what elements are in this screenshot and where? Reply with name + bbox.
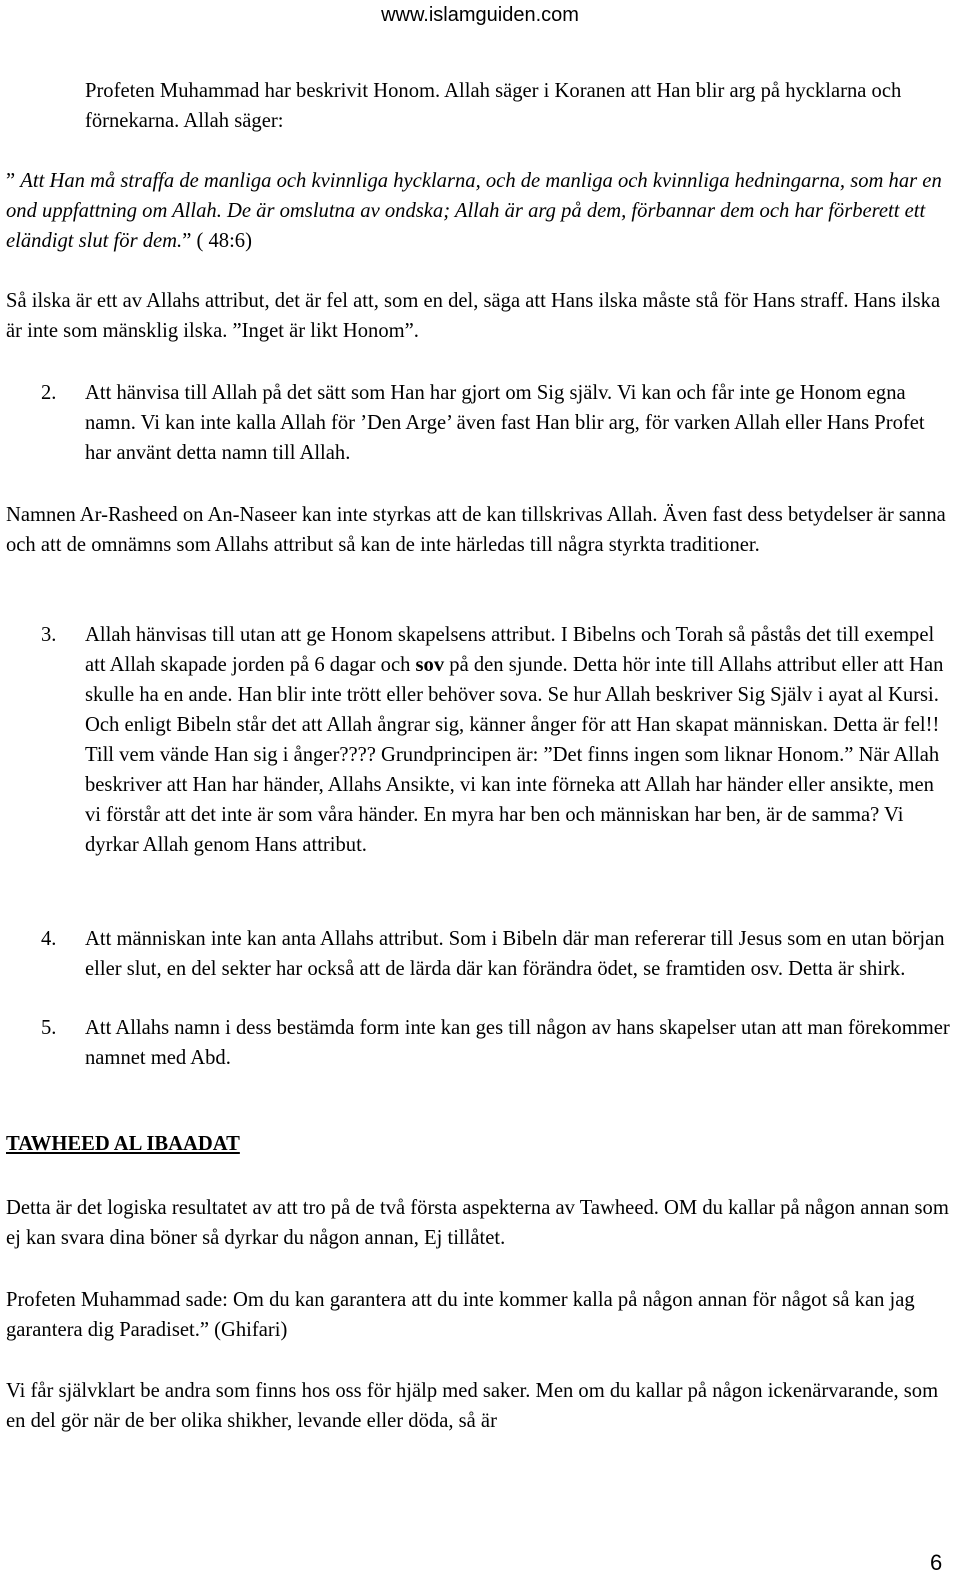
paragraph-ilska: Så ilska är ett av Allahs attribut, det är fel att, som en del, säga att Hans ilska måste stå för Hans straff. Hans ilska är inte som mänsklig ilska. ”Inget är likt Honom”. xyxy=(6,290,941,342)
paragraph-logiska: Detta är det logiska resultatet av att tro på de två första aspekterna av Tawheed. OM du kallar på någon annan som ej kan svara dina böner så dyrkar du någon annan, Ej tillåtet. xyxy=(6,1197,949,1249)
site-header: www.islamguiden.com xyxy=(381,4,579,26)
list-item-text: Att Allahs namn i dess bestämda form inte kan ges till någon av hans skapelser utan att man förekommer namnet med Abd. xyxy=(85,1017,950,1069)
list-number: 5. xyxy=(41,1017,57,1039)
list-item-text xyxy=(85,620,951,860)
list-item-text: Att människan inte kan anta Allahs attribut. Som i Bibeln där man refererar till Jesus som en utan början eller slut, en del sekter har också att de lärda där kan förändra ödet, se framtiden osv. Detta är shirk. xyxy=(85,928,945,980)
paragraph-profeten: Profeten Muhammad sade: Om du kan garantera att du inte kommer kalla på någon annan för något så kan jag garantera dig Paradiset.” (Ghifari) xyxy=(6,1289,915,1341)
text-segment: på den sjunde. Detta hör inte till Allahs attribut eller att Han skulle ha en ande. Han blir inte trött eller behöver sova. Se hur Allah beskriver Sig Själv i ayat al Kursi. Och enligt Bibeln står det att Allah ångrar sig, känner ånger för att Han skapat människan. Detta är fel!! Till vem vände Han sig i ånger???? Grundprincipen är: ”Det finns ingen som liknar Honom.” När Allah beskriver att Han har händer, Allahs Ansikte, vi kan inte förneka att Allah har händer eller ansikte, men vi förstår att det inte är som våra händer. En myra har ben och människan har ben, är de samma? Vi dyrkar Allah genom Hans attribut. xyxy=(85,654,944,856)
bold-word: sov xyxy=(415,654,445,676)
list-number: 4. xyxy=(41,928,57,950)
list-item-text: Att hänvisa till Allah på det sätt som Han har gjort om Sig själv. Vi kan och får inte ge Honom egna namn. Vi kan inte kalla Allah för ’Den Arge’ även fast Han blir arg, för varken Allah eller Hans Profet har använt detta namn till Allah. xyxy=(85,382,925,464)
quote-text: Att Han må straffa de manliga och kvinnliga hycklarna, och de manliga och kvinnliga hedningarna, som har en ond uppfattning om Allah. De är omslutna av ondska; Allah är arg på dem, förbannar dem och har förberett ett eländigt slut för dem. xyxy=(6,170,942,252)
section-heading: TAWHEED AL IBAADAT xyxy=(6,1133,240,1155)
intro-paragraph: Profeten Muhammad har beskrivit Honom. Allah säger i Koranen att Han blir arg på hycklarna och förnekarna. Allah säger: xyxy=(85,80,902,132)
quote-reference: ” ( 48:6) xyxy=(182,230,252,252)
page-number: 6 xyxy=(930,1550,943,1575)
text-segment: Allah hänvisas till utan att ge Honom skapelsens attribut. I Bibelns och Torah så påstås det till exempel att Allah skapade jorden på 6 dagar och xyxy=(85,624,935,676)
quote-open-mark: ” xyxy=(6,170,21,192)
list-number: 2. xyxy=(41,382,57,404)
paragraph-namnen: Namnen Ar-Rasheed on An-Naseer kan inte styrkas att de kan tillskrivas Allah. Även fast dess betydelser är sanna och att de omnämns som Allahs attribut så kan de inte härledas till några styrkta traditioner. xyxy=(6,504,946,556)
list-number: 3. xyxy=(41,624,57,646)
paragraph-vi: Vi får självklart be andra som finns hos oss för hjälp med saker. Men om du kallar på någon ickenärvarande, som en del gör när de ber olika shikher, levande eller döda, så är xyxy=(6,1380,939,1432)
quran-quote xyxy=(6,166,956,256)
